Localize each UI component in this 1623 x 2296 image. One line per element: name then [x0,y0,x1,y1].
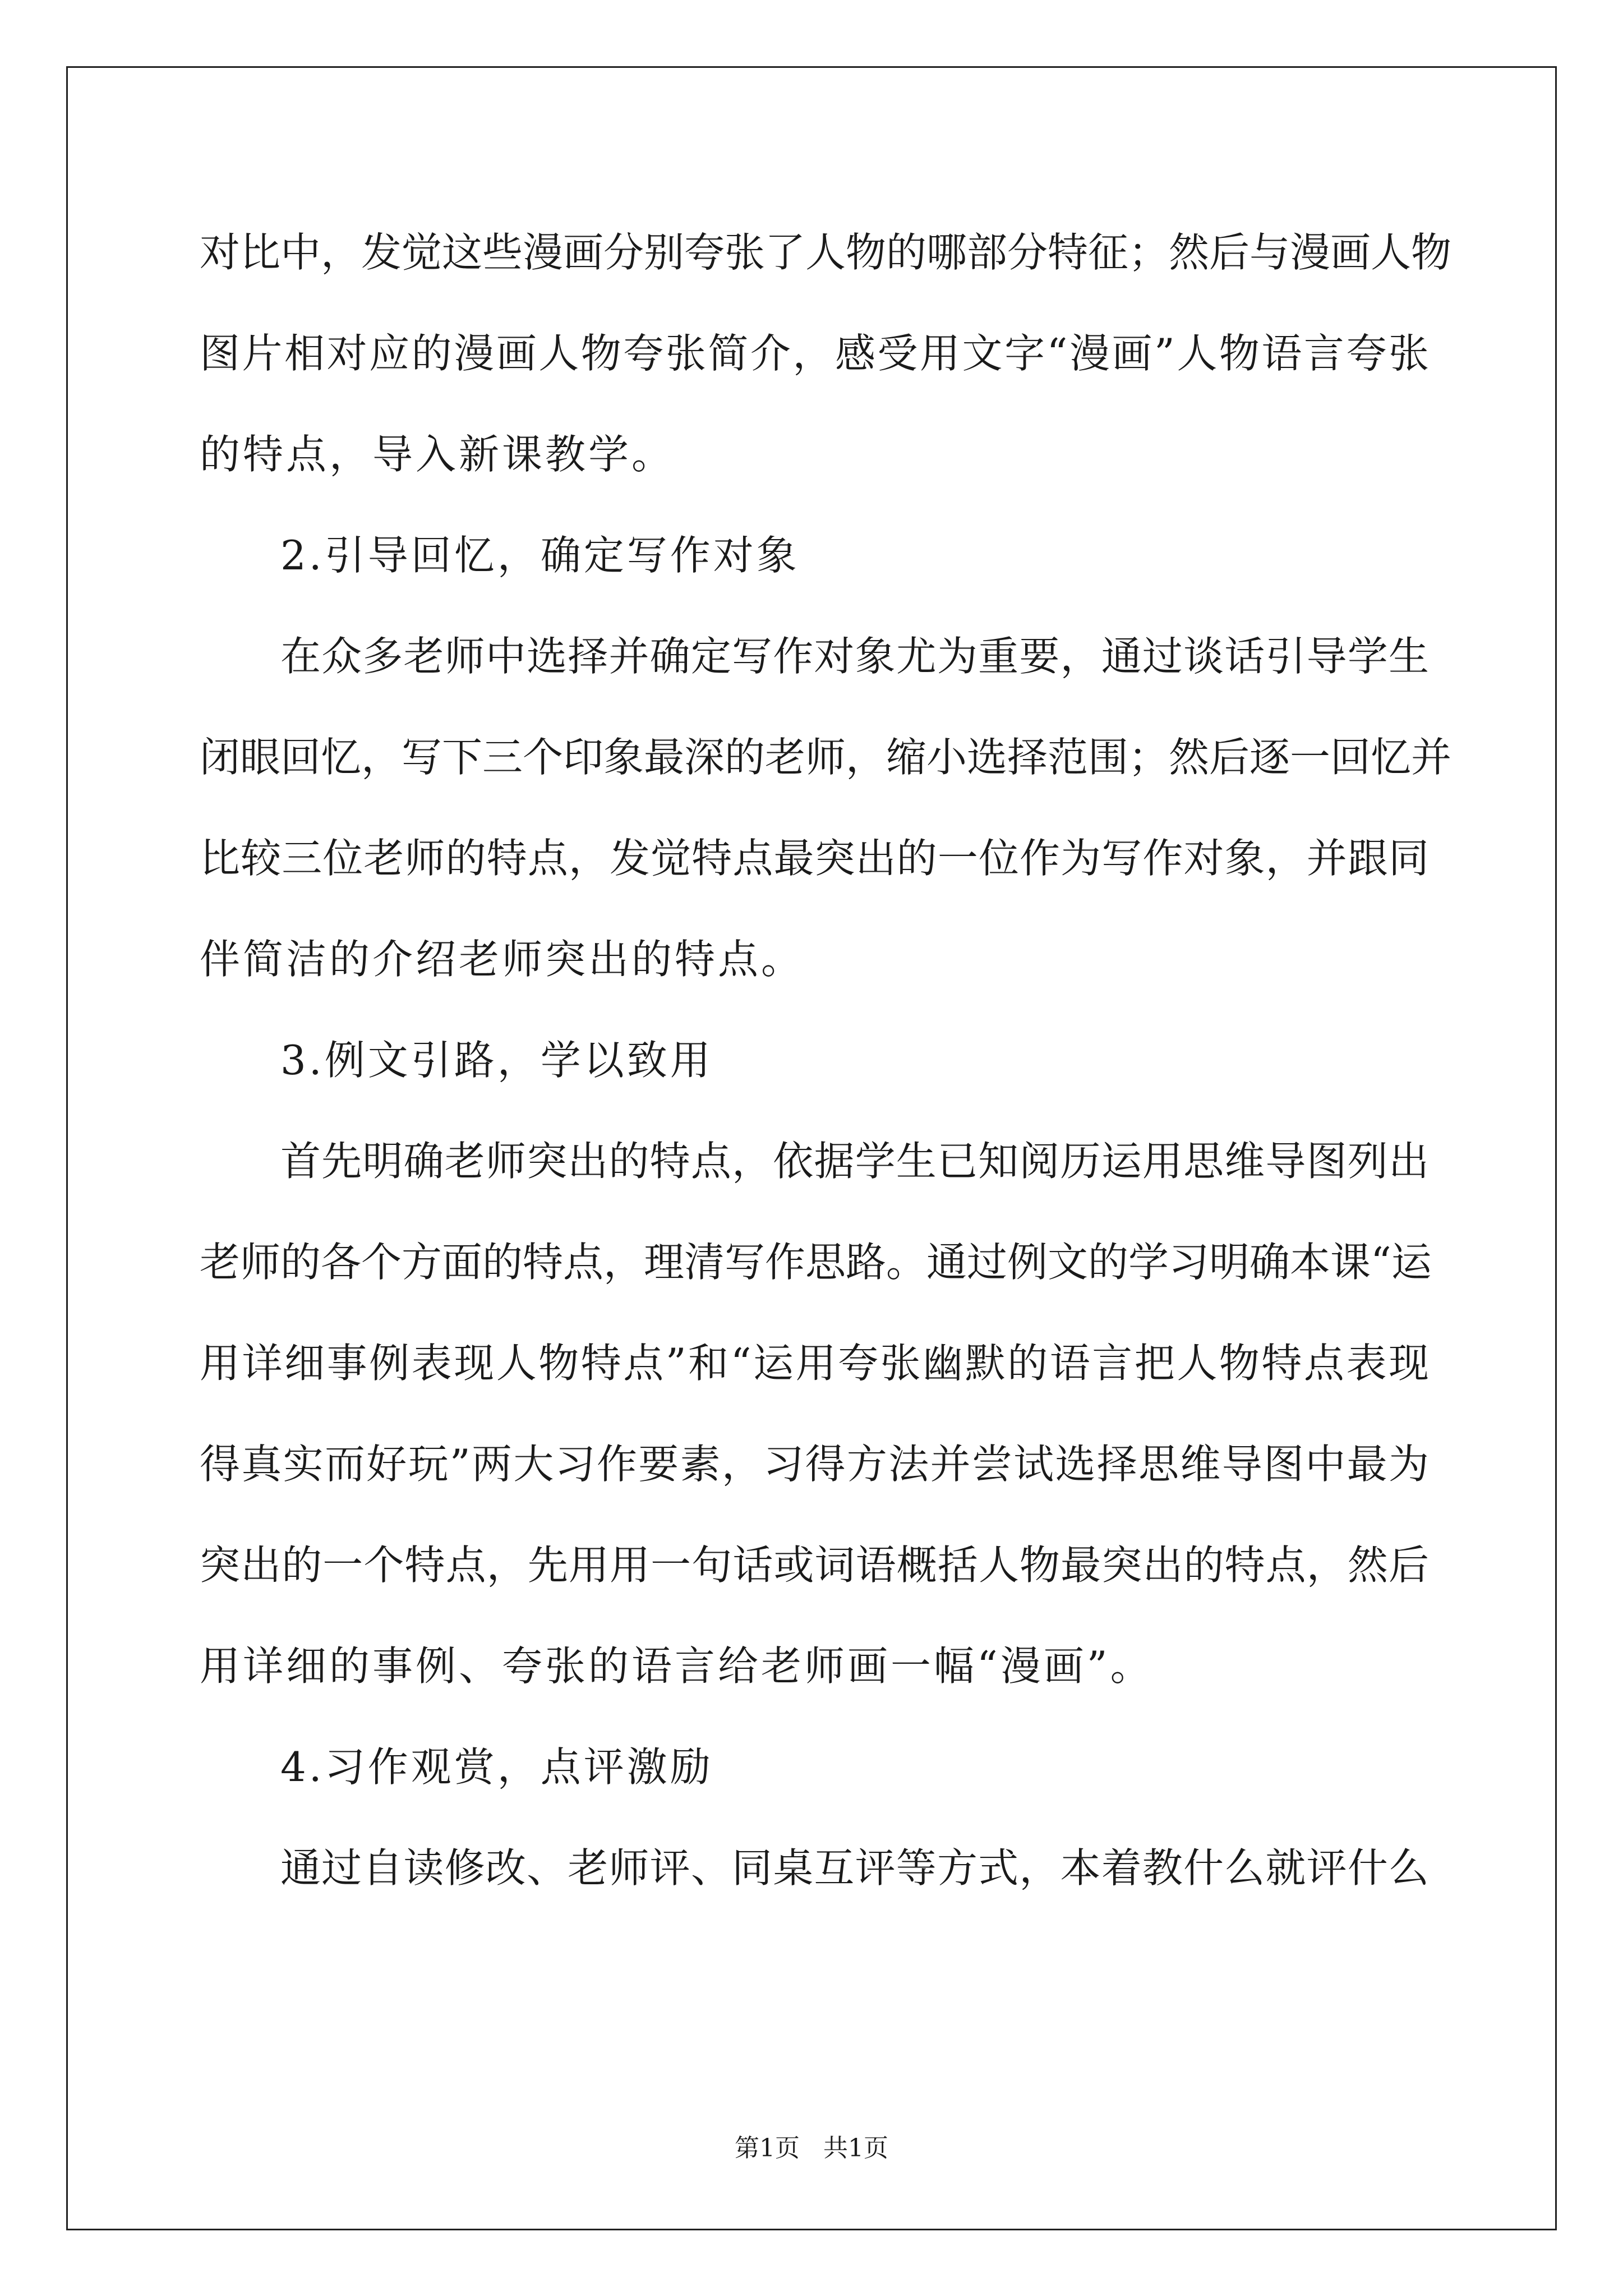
section-heading: 2.引导回忆，确定写作对象 [280,532,800,579]
text-line: 通过自读修改、老师评、同桌互评等方式，本着教什么就评什么 [280,1844,1429,1892]
section-heading: 4.习作观赏，点评激励 [280,1743,713,1791]
text-line: 用详细的事例、夸张的语言给老师画一幅“漫画”。 [200,1642,1154,1690]
text-line: 用详细事例表现人物特点”和“运用夸张幽默的语言把人物特点表现 [200,1340,1429,1387]
text-line: 伴简洁的介绍老师突出的特点。 [200,936,805,983]
text-line: 首先明确老师突出的特点，依据学生已知阅历运用思维导图列出 [280,1138,1429,1185]
text-line: 得真实而好玩”两大习作要素，习得方法并尝试选择思维导图中最为 [200,1441,1429,1488]
text-line: 图片相对应的漫画人物夸张简介，感受用文字“漫画”人物语言夸张 [200,330,1429,377]
text-line: 比较三位老师的特点，发觉特点最突出的一位作为写作对象，并跟同 [200,835,1429,882]
text-line: 突出的一个特点，先用用一句话或词语概括人物最突出的特点，然后 [200,1542,1429,1589]
text-line: 对比中，发觉这些漫画分别夸张了人物的哪部分特征；然后与漫画人物 [200,229,1452,276]
text-line: 老师的各个方面的特点，理清写作思路。通过例文的学习明确本课“运 [200,1239,1432,1286]
page-footer: 第1页 共1页 [735,2134,888,2162]
text-line: 闭眼回忆，写下三个印象最深的老师，缩小选择范围；然后逐一回忆并 [200,734,1452,781]
section-heading: 3.例文引路，学以致用 [280,1037,713,1084]
text-line: 在众多老师中选择并确定写作对象尤为重要，通过谈话引导学生 [280,633,1429,680]
text-line: 的特点，导入新课教学。 [200,431,675,478]
